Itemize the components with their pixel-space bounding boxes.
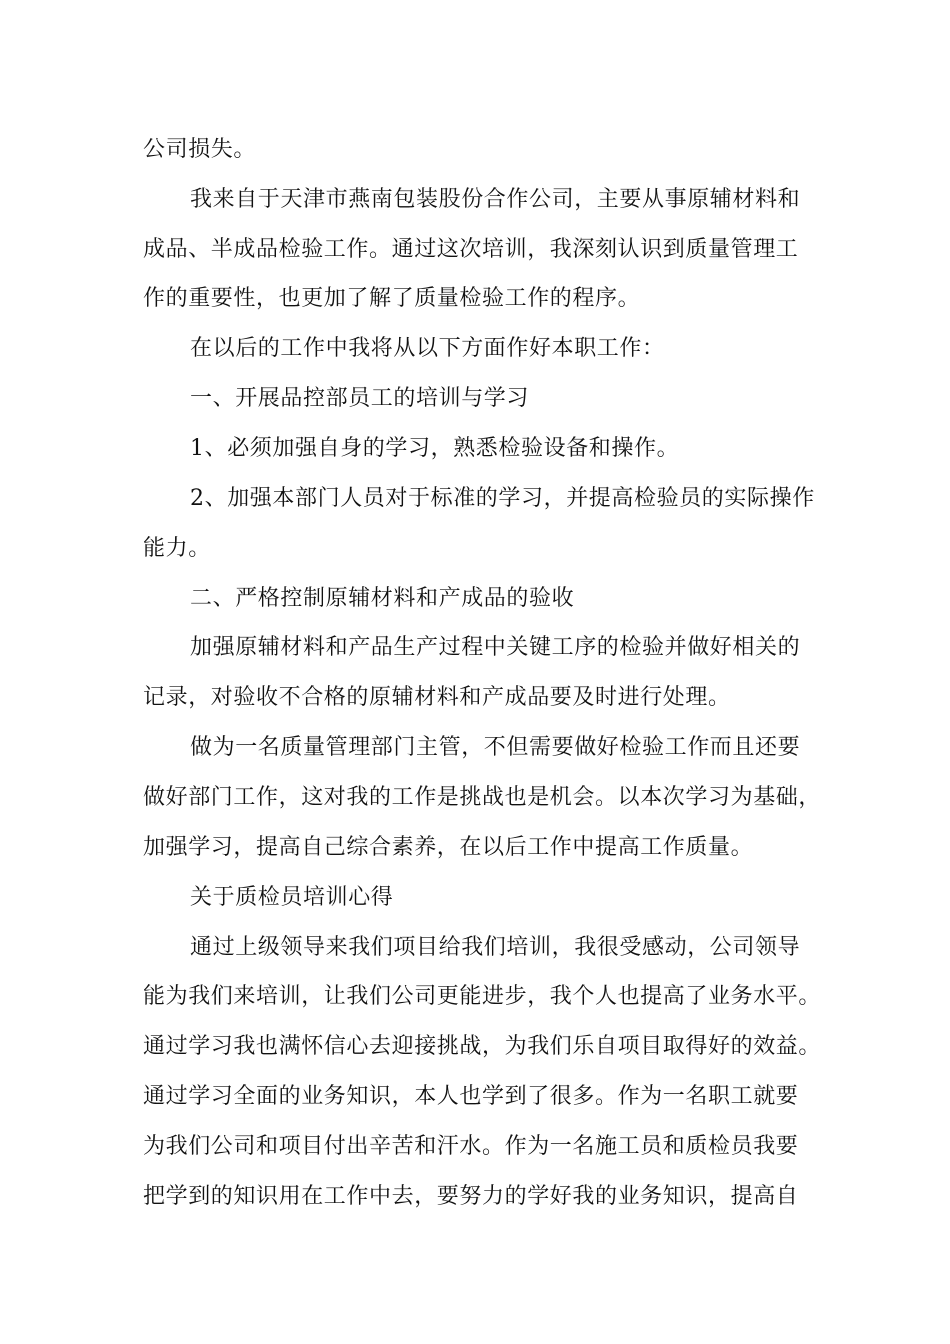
text-line: 我来自于天津市燕南包装股份合作公司，主要从事原辅材料和 (190, 187, 801, 212)
text-line: 把学到的知识用在工作中去，要努力的学好我的业务知识，提高自 (143, 1184, 799, 1209)
text-line: 能力。 (143, 536, 211, 561)
text-line: 通过学习全面的业务知识，本人也学到了很多。作为一名职工就要 (143, 1084, 799, 1109)
text-line: 1、必须加强自身的学习，熟悉检验设备和操作。 (190, 436, 680, 461)
text-line: 加强学习，提高自己综合素养，在以后工作中提高工作质量。 (143, 835, 754, 860)
text-line: 通过学习我也满怀信心去迎接挑战，为我们乐自项目取得好的效益。 (143, 1034, 822, 1059)
section-heading: 二、严格控制原辅材料和产成品的验收 (190, 586, 575, 611)
text-line: 为我们公司和项目付出辛苦和汗水。作为一名施工员和质检员我要 (143, 1134, 799, 1159)
text-line: 加强原辅材料和产品生产过程中关键工序的检验并做好相关的 (190, 635, 801, 660)
text-line: 成品、半成品检验工作。通过这次培训，我深刻认识到质量管理工 (143, 237, 799, 262)
text-line: 2、加强本部门人员对于标准的学习，并提高检验员的实际操作 (190, 486, 815, 511)
text-line: 通过上级领导来我们项目给我们培训，我很受感动，公司领导 (190, 935, 801, 960)
text-line: 公司损失。 (143, 137, 257, 162)
text-line: 记录，对验收不合格的原辅材料和产成品要及时进行处理。 (143, 685, 731, 710)
text-line: 做好部门工作，这对我的工作是挑战也是机会。以本次学习为基础， (143, 785, 822, 810)
text-line: 在以后的工作中我将从以下方面作好本职工作： (190, 336, 665, 361)
text-line: 能为我们来培训，让我们公司更能进步，我个人也提高了业务水平。 (143, 984, 822, 1009)
section-title: 关于质检员培训心得 (190, 885, 394, 910)
text-line: 做为一名质量管理部门主管，不但需要做好检验工作而且还要 (190, 735, 801, 760)
text-line: 作的重要性，也更加了解了质量检验工作的程序。 (143, 286, 641, 311)
section-heading: 一、开展品控部员工的培训与学习 (190, 386, 530, 411)
